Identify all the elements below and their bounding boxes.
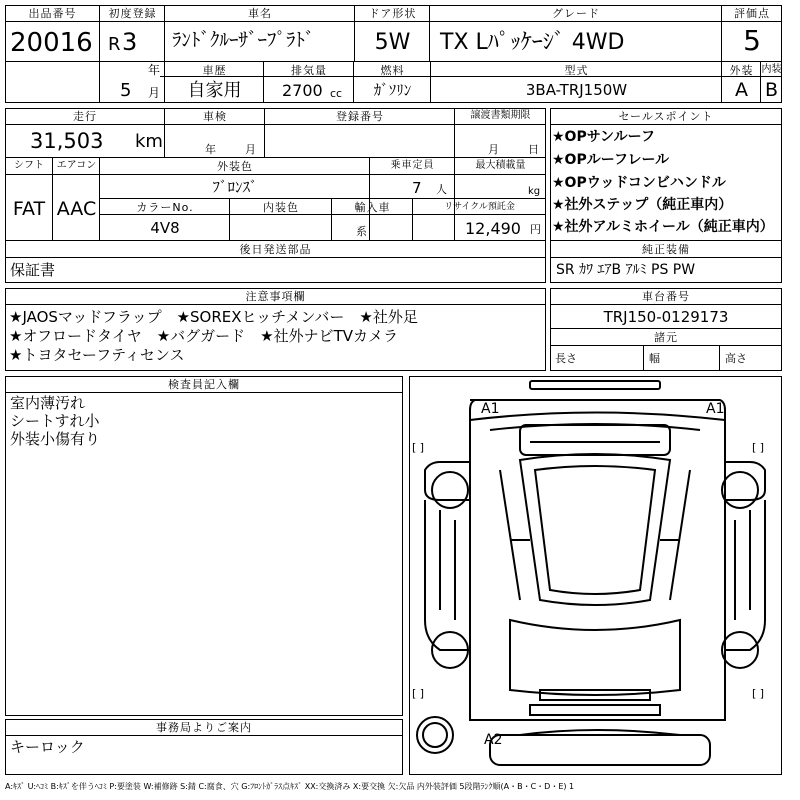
legend: A:ｷｽﾞ U:ﾍｺﾐ B:ｷｽﾞを伴うﾍｺﾐ P:要塗装 W:補修跡 S:錆 C:腐食、穴 G:ﾌﾛﾝﾄｶﾞﾗｽ点ｷｽﾞ XX:交換済み X:要交換 欠:欠品 内外装評価 5段階ﾗﾝｸ順(A・B・C・D・E) 1 [5, 782, 575, 791]
sales-point-item: ★社外アルミホイール（純正車内） [552, 219, 774, 235]
door-label: ドア形状 [368, 7, 417, 20]
reg-year-unit: 年 [148, 63, 161, 77]
history: 自家用 [187, 80, 242, 101]
dims-label: 諸元 [654, 331, 678, 344]
office-label: 事務局よりご案内 [156, 721, 252, 734]
ac: AAC [56, 198, 97, 220]
inspector-label: 検査員記入欄 [168, 378, 240, 391]
fuel-label: 燃料 [380, 64, 405, 77]
interior-label: 内装 [761, 64, 782, 75]
mileage-unit: km [135, 131, 163, 152]
inspection-month-unit: 月 [245, 143, 256, 156]
mileage: 31,503 [30, 129, 104, 153]
shift-label: シフト [14, 160, 44, 171]
fuel: ｶﾞｿﾘﾝ [373, 81, 412, 99]
bracket-right-bottom: [ ] [752, 687, 765, 700]
seats: 7 [412, 179, 422, 197]
inspector-line: 外装小傷有り [10, 430, 101, 448]
notes-line: ★トヨタセーフティセンス [9, 346, 185, 364]
notes-label: 注意事項欄 [245, 290, 306, 303]
docs-label: 譲渡書類期限 [470, 110, 531, 121]
mileage-label: 走行 [73, 110, 97, 123]
load-unit: kg [528, 186, 541, 197]
seats-label: 乗車定員 [390, 160, 435, 171]
office-note: キーロック [10, 738, 85, 756]
ac-label: エアコン [56, 160, 97, 171]
bracket-left-top: [ ] [412, 441, 425, 454]
load-label: 最大積載量 [475, 160, 526, 171]
import-label: 輸入車 [354, 201, 391, 214]
car-name-label: 車名 [248, 7, 272, 20]
bracket-right-top: [ ] [752, 441, 765, 454]
damage-mark-a1-right: A1 [706, 401, 725, 417]
score-label: 評価点 [734, 7, 770, 20]
shift: FAT [12, 198, 46, 220]
grade: TX Lﾊﾟｯｹｰｼﾞ 4WD [440, 30, 625, 55]
inspection-year-unit: 年 [205, 143, 216, 156]
color-no-label: カラーNo. [136, 201, 194, 214]
notes-line: ★オフロードタイヤ ★バグガード ★社外ナビTVカメラ [9, 327, 399, 345]
docs-month-unit: 月 [488, 143, 499, 156]
length-label: 長さ [555, 352, 577, 365]
displacement-unit: cc [330, 87, 343, 100]
ext-color-label: 外装色 [217, 160, 253, 173]
damage-mark-a2: A2 [484, 732, 503, 748]
reg-month-unit: 月 [148, 86, 161, 100]
seats-unit: 人 [436, 183, 447, 196]
sales-point-item: ★OPサンルーフ [552, 129, 655, 145]
bracket-left-bottom: [ ] [412, 687, 425, 700]
reg-no-label: 登録番号 [336, 110, 384, 123]
first-reg-label: 初度登録 [108, 7, 157, 20]
notes-line: ★JAOSマッドフラップ ★SOREXヒッチメンバー ★社外足 [9, 308, 418, 326]
chassis-label: 車台番号 [642, 290, 690, 303]
later-parts-label: 後日発送部品 [239, 243, 312, 256]
sales-points-label: セールスポイント [618, 110, 714, 123]
lot-no-label: 出品番号 [28, 7, 77, 20]
reg-year: 3 [122, 28, 138, 56]
exterior-grade: A [735, 79, 748, 101]
color-no: 4V8 [150, 219, 180, 237]
equipment-label: 純正装備 [642, 243, 690, 256]
score: 5 [743, 24, 761, 57]
height-label: 高さ [725, 352, 747, 365]
equipment: SR ｶﾜ ｴｱB ｱﾙﾐ PS PW [556, 262, 696, 278]
history-label: 車歴 [202, 64, 227, 77]
model-label: 型式 [564, 64, 589, 77]
recycle-label: リサイクル預託金 [444, 202, 515, 212]
displacement-label: 排気量 [291, 64, 327, 77]
interior-grade: B [764, 79, 779, 101]
lot-no: 20016 [10, 28, 93, 58]
width-label: 幅 [649, 352, 660, 365]
docs-day-unit: 日 [528, 143, 539, 156]
model: 3BA-TRJ150W [525, 81, 628, 99]
door: 5W [374, 30, 411, 55]
int-color-unit: 系 [356, 225, 367, 238]
inspector-line: 室内薄汚れ [10, 394, 86, 412]
sales-point-item: ★OPルーフレール [552, 152, 670, 168]
inspector-line: シートすれ小 [10, 412, 100, 430]
recycle: 12,490 [465, 219, 521, 238]
grade-label: グレード [552, 7, 600, 20]
exterior-label: 外装 [729, 64, 754, 77]
chassis-number: TRJ150-0129173 [603, 308, 729, 326]
sales-point-item: ★社外ステップ（純正車内） [552, 197, 733, 213]
recycle-unit: 円 [530, 223, 541, 236]
int-color-label: 内装色 [263, 201, 299, 214]
car-name: ﾗﾝﾄﾞｸﾙｰｻﾞｰﾌﾟﾗﾄﾞ [172, 29, 315, 51]
reg-era: R [108, 34, 121, 55]
ext-color: ﾌﾞﾛﾝｽﾞ [212, 178, 258, 196]
damage-mark-a1-left: A1 [481, 401, 500, 417]
sales-point-item: ★OPウッドコンビハンドル [552, 175, 726, 191]
displacement: 2700 [282, 81, 323, 100]
later-parts: 保証書 [10, 261, 56, 279]
inspection-label: 車検 [203, 110, 227, 123]
reg-month: 5 [120, 80, 132, 101]
